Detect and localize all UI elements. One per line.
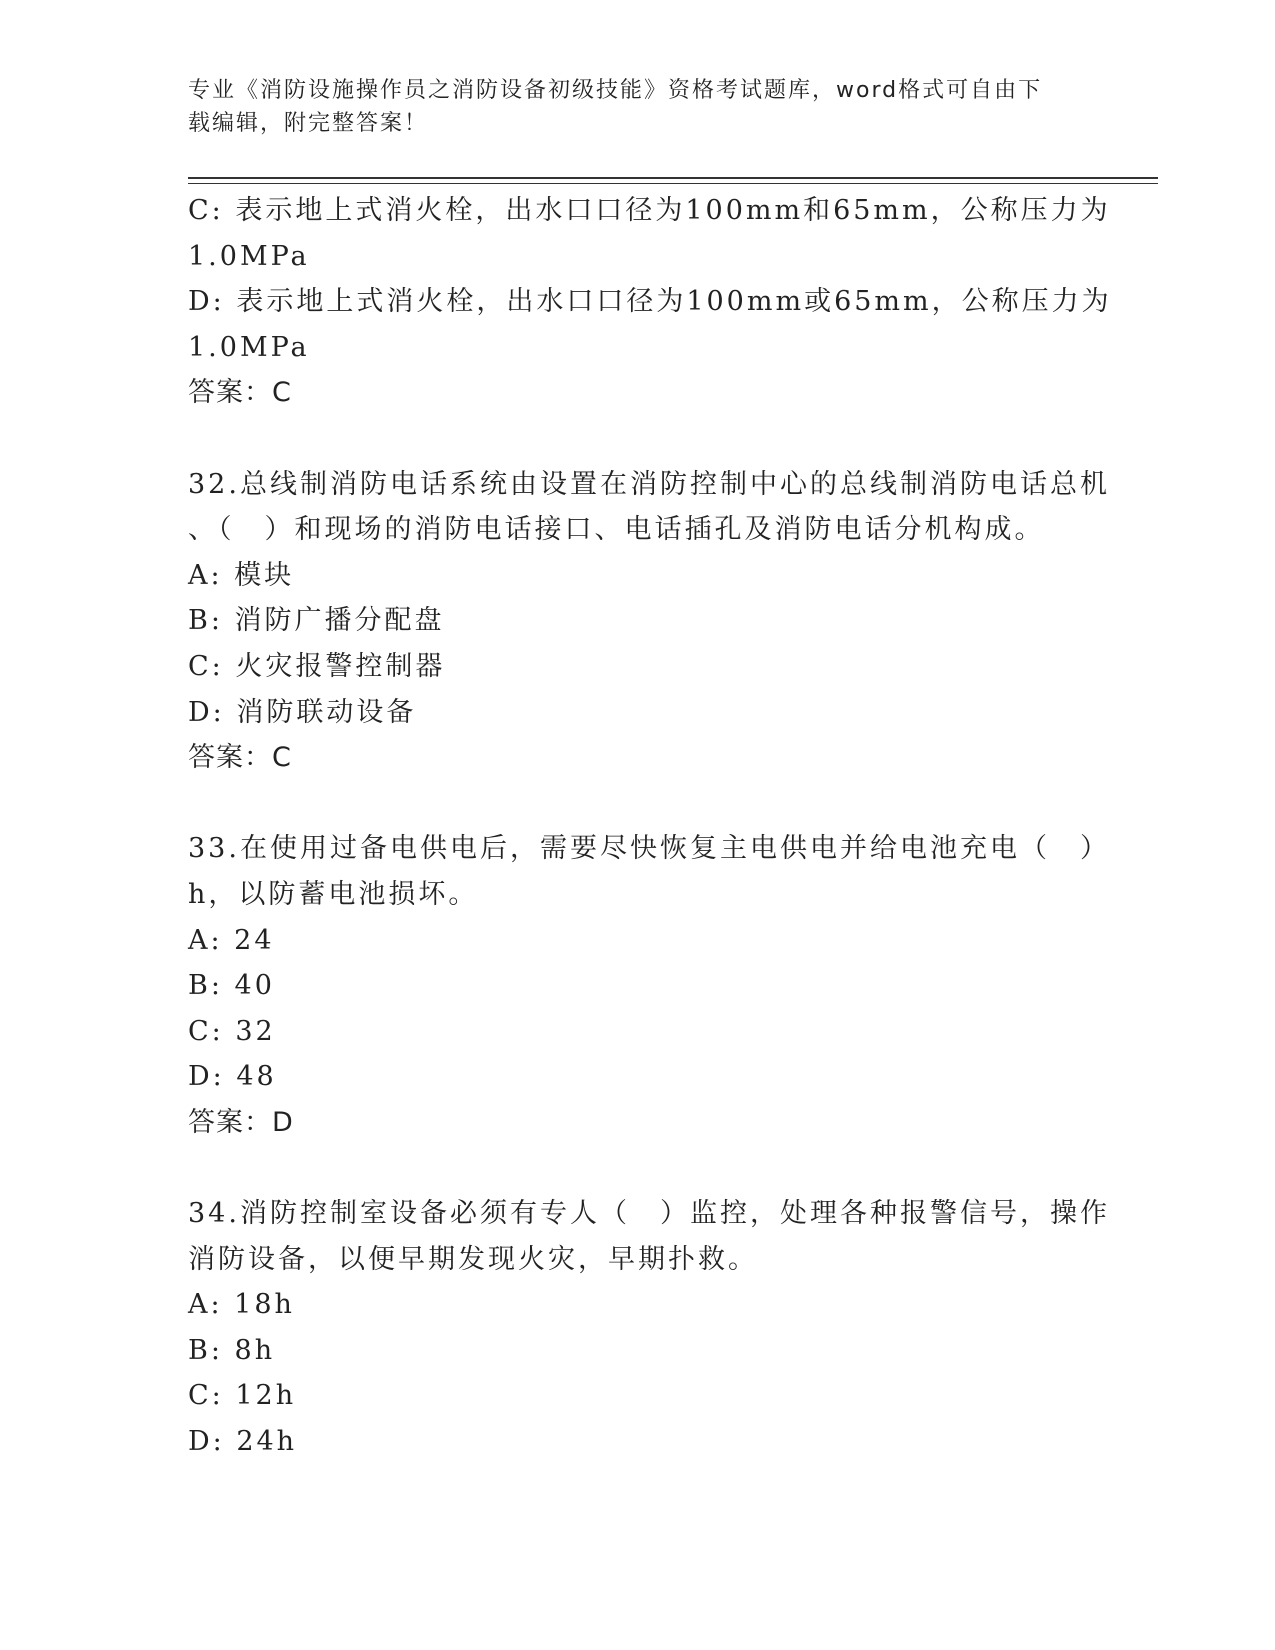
option-c: C: 12h: [188, 1380, 297, 1412]
option-d-line-1: D: 表示地上式消火栓，出水口口径为100mm或65mm，公称压力为: [188, 286, 1112, 318]
answer: 答案：C: [188, 742, 292, 774]
question-31-continued: [188, 188, 1112, 416]
option-b: B: 8h: [188, 1334, 276, 1366]
question-stem-line-1: 34.消防控制室设备必须有专人（ ）监控，处理各种报警信号，操作: [188, 1198, 1110, 1230]
option-c: C: 火灾报警控制器: [188, 650, 446, 682]
answer: 答案：D: [188, 1106, 294, 1138]
spacer: [188, 1145, 1088, 1191]
option-b: B: 40: [188, 970, 275, 1002]
header-divider-thick: [188, 177, 1158, 179]
option-c: C: 32: [188, 1015, 276, 1047]
option-b: B: 消防广播分配盘: [188, 605, 445, 637]
document-header: [188, 74, 1068, 140]
answer: 答案：C: [188, 377, 292, 409]
question-stem-line-1: 32.总线制消防电话系统由设置在消防控制中心的总线制消防电话总机: [188, 468, 1110, 500]
spacer: [188, 781, 1088, 827]
question-32: [188, 462, 1110, 781]
option-d: D: 48: [188, 1061, 277, 1093]
option-c-line-1: C: 表示地上式消火栓，出水口口径为100mm和65mm，公称压力为: [188, 195, 1111, 226]
option-a: A: 模块: [188, 559, 295, 591]
option-d-line-2: 1.0MPa: [188, 331, 310, 363]
question-34: [188, 1191, 1110, 1465]
option-a: A: 24: [188, 924, 275, 956]
question-stem-line-2: h，以防蓄电池损坏。: [188, 878, 479, 910]
header-line-2: 载编辑，附完整答案！: [188, 111, 429, 136]
question-stem-line-2: 消防设备，以便早期发现火灾，早期扑救。: [188, 1243, 758, 1275]
header-divider-thin: [188, 183, 1158, 184]
question-stem-line-2: 、（ ）和现场的消防电话接口、电话插孔及消防电话分机构成。: [188, 514, 1045, 546]
question-stem-line-1: 33.在使用过备电供电后，需要尽快恢复主电供电并给电池充电（ ）: [188, 833, 1110, 865]
option-d: D: 消防联动设备: [188, 696, 417, 728]
option-d: D: 24h: [188, 1426, 298, 1458]
spacer: [188, 416, 1088, 462]
header-line-1: 专业《消防设施操作员之消防设备初级技能》资格考试题库，word格式可自由下: [188, 78, 1043, 103]
option-c-line-2: 1.0MPa: [188, 240, 310, 272]
question-list: [188, 188, 1112, 1465]
question-33: [188, 826, 1110, 1145]
option-a: A: 18h: [188, 1289, 295, 1321]
